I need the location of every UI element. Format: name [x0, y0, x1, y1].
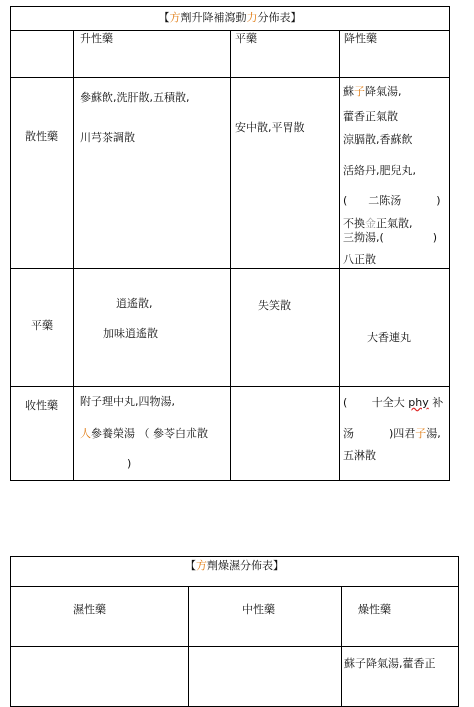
- cell-astringent-descending: ( 十全大 phy 补 汤 )四君子湯, 五淋散: [340, 387, 450, 481]
- corner-cell: [11, 31, 74, 78]
- cell-neutral-ascending: 逍遙散, 加味逍遙散: [74, 269, 231, 387]
- table1-title: 【方劑升降補瀉動力分佈表】: [158, 11, 302, 24]
- row-header-dispersing: 散性藥: [11, 78, 74, 269]
- col-header-damp: 濕性藥: [11, 587, 189, 647]
- table1-title-cell: [11, 7, 450, 31]
- cell-middle: [189, 647, 342, 707]
- col-header-dry: 燥性藥: [342, 587, 459, 647]
- cell-neutral-descending: 大香連丸: [340, 269, 450, 387]
- cell-damp: [11, 647, 189, 707]
- table2-title-cell: [11, 557, 459, 587]
- dry-damp-table: [10, 556, 459, 707]
- col-header-middle: 中性藥: [189, 587, 342, 647]
- cell-dispersing-ascending: 參蘇飲,洗肝散,五積散, 川芎茶調散: [74, 78, 231, 269]
- ascend-descend-table: [10, 6, 450, 481]
- cell-neutral-neutral: 失笑散: [231, 269, 340, 387]
- row-header-astringent: 收性藥: [11, 387, 74, 481]
- col-header-neutral: 平藥: [231, 31, 340, 78]
- cell-astringent-neutral: [231, 387, 340, 481]
- cell-dispersing-neutral: 安中散,平胃散: [231, 78, 340, 269]
- cell-dry: 蘇子降氣湯,藿香正: [342, 647, 459, 707]
- cell-dispersing-descending: 蘇子降氣湯, 藿香正氣散 涼膈散,香蘇飲 活絡丹,肥兒丸, ( 二陈汤 ) 不換金正氣散, 三拗湯,( ) 八正散: [340, 78, 450, 269]
- cell-astringent-ascending: 附子理中丸,四物湯, 人參養榮湯 （ 參苓白朮散 ): [74, 387, 231, 481]
- row-header-neutral: 平藥: [11, 269, 74, 387]
- col-header-descending: 降性藥: [340, 31, 450, 78]
- table2-title: 【方劑燥濕分佈表】: [185, 559, 284, 572]
- col-header-ascending: 升性藥: [74, 31, 231, 78]
